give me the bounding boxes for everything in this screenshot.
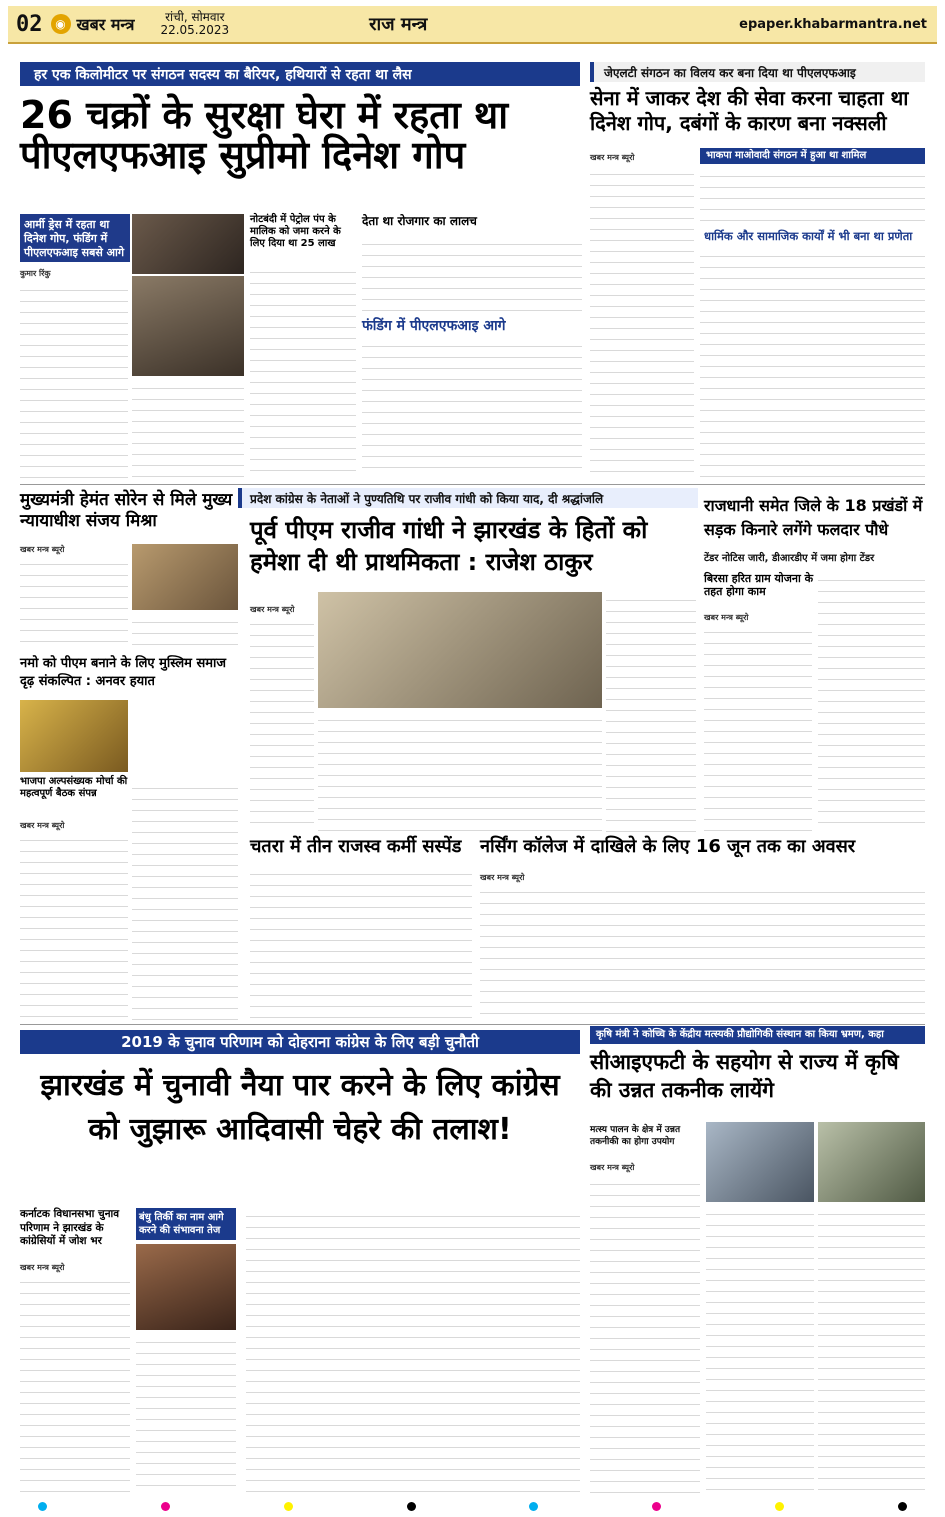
congress-strap: 2019 के चुनाव परिणाम को दोहराना कांग्रेस के लिए बड़ी चुनौती [20, 1030, 580, 1054]
sena-text-col-1 [590, 166, 694, 478]
cyan-dot [529, 1502, 538, 1511]
sena-byline: खबर मन्त्र ब्यूरो [590, 153, 635, 162]
page-number: 02 [16, 11, 43, 37]
notebandi-subhead: नोटबंदी में पेट्रोल पंप के मालिक को जमा करने के लिए दिया था 25 लाख [250, 214, 341, 249]
brand [51, 13, 135, 35]
magenta-dot [652, 1502, 661, 1511]
rajdhani-text-col-1 [704, 624, 812, 832]
dinesh-byline: कुमार रिंकु [20, 269, 51, 278]
ciaft-photo-1 [706, 1122, 814, 1202]
print-color-bar [8, 1500, 937, 1512]
rajiv-byline: खबर मन्त्र ब्यूरो [250, 605, 295, 614]
dateline [160, 11, 229, 37]
ciaft-headline[interactable]: सीआइएफटी के सहयोग से राज्य में कृषि की उन्नत तकनीक लायेंगे [590, 1050, 899, 1103]
dinesh-text-col-2 [132, 380, 244, 478]
ciaft-text-col-1 [590, 1176, 700, 1494]
nursing-text [480, 884, 925, 1022]
tirki-box: बंधु तिर्की का नाम आगे करने की संभावना तेज [136, 1208, 236, 1240]
dinesh-photo-2 [132, 276, 244, 376]
magenta-dot [161, 1502, 170, 1511]
congress-byline: खबर मन्त्र ब्यूरो [20, 1263, 65, 1272]
dinesh-strap: हर एक किलोमीटर पर संगठन सदस्य का बैरियर, हथियारों से रहता था लैस [20, 62, 580, 86]
chatra-text [250, 866, 472, 1022]
namo-text-col-1 [20, 832, 128, 1022]
chatra-headline[interactable]: चतरा में तीन राजस्व कर्मी सस्पेंड [250, 836, 462, 857]
black-dot [898, 1502, 907, 1511]
city-day: रांची, सोमवार [165, 10, 225, 24]
epaper-link[interactable]: epaper.khabarmantra.net [739, 16, 927, 32]
sena-headline[interactable]: सेना में जाकर देश की सेवा करना चाहता था दिनेश गोप, दबंगों के कारण बना नक्सली [590, 86, 909, 135]
rajiv-text-col-2 [318, 712, 602, 832]
dharmik-subhead: धार्मिक और सामाजिक कार्यों में भी बना था प्रणेता [704, 229, 913, 243]
rajdhani-subhead: बिरसा हरित ग्राम योजना के तहत होगा काम [704, 572, 814, 599]
dinesh-headline[interactable]: 26 चक्रों के सुरक्षा घेरा में रहता था पीएलएफआइ सुप्रीमो दिनेश गोप [20, 93, 509, 177]
rajiv-headline[interactable]: पूर्व पीएम राजीव गांधी ने झारखंड के हितों को हमेशा दी थी प्राथमिकता : राजेश ठाकुर [250, 516, 648, 577]
nursing-headline[interactable]: नर्सिंग कॉलेज में दाखिले के लिए 16 जून तक का अवसर [480, 836, 856, 857]
cyan-dot [38, 1502, 47, 1511]
rajdhani-tag: टेंडर नोटिस जारी, डीआरडीए में जमा होगा टेंडर [704, 553, 875, 564]
rajdhani-byline: खबर मन्त्र ब्यूरो [704, 613, 749, 622]
congress-text-col-2 [136, 1334, 236, 1494]
ciaft-byline: खबर मन्त्र ब्यूरो [590, 1163, 635, 1172]
dinesh-text-col-3 [250, 264, 356, 478]
rajdhani-headline[interactable]: राजधानी समेत जिले के 18 प्रखंडों में सड़क किनारे लगेंगे फलदार पौधे [704, 496, 923, 539]
cm-byline: खबर मन्त्र ब्यूरो [20, 545, 65, 554]
dinesh-text-col-5 [362, 338, 582, 478]
dinesh-photo-1 [132, 214, 244, 274]
cm-text-col-1 [20, 556, 128, 648]
nursing-byline: खबर मन्त्र ब्यूरो [480, 873, 525, 882]
cm-headline[interactable]: मुख्यमंत्री हेमंत सोरेन से मिले मुख्य न्यायाधीश संजय मिश्रा [20, 490, 233, 532]
cm-text-col-2 [132, 614, 238, 648]
karnataka-subhead: कर्नाटक विधानसभा चुनाव परिणाम ने झारखंड के कांग्रेसियों में जोश भर [20, 1208, 120, 1248]
yellow-dot [284, 1502, 293, 1511]
rojgar-subhead: देता था रोजगार का लालच [362, 214, 477, 228]
rajdhani-text-col-2 [818, 572, 925, 832]
congress-text-col-1 [20, 1274, 130, 1494]
ciaft-text-col-2 [706, 1206, 814, 1494]
tirki-photo [136, 1244, 236, 1330]
rule-1 [20, 484, 925, 485]
funding-subhead: फंडिंग में पीएलएफआइ आगे [362, 318, 506, 334]
rajiv-photo [318, 592, 602, 708]
namo-byline: खबर मन्त्र ब्यूरो [20, 821, 65, 830]
section-name: राज मन्त्र [369, 14, 428, 35]
rajiv-text-col-1 [250, 616, 314, 832]
brand-name: खबर मन्त्र [76, 15, 135, 34]
ciaft-text-col-3 [818, 1206, 925, 1494]
namo-headline[interactable]: नमो को पीएम बनाने के लिए मुस्लिम समाज दृढ़ संकल्पित : अनवर हयात [20, 656, 227, 690]
dinesh-photo-caption: आर्मी ड्रेस में रहता था दिनेश गोप, फंडिंग में पीएलएफआइ सबसे आगे [20, 214, 130, 262]
cm-photo [132, 544, 238, 610]
ciaft-photo-2 [818, 1122, 925, 1202]
ciaft-strap: कृषि मंत्री ने कोच्चि के केंद्रीय मत्स्यकी प्रौद्योगिकी संस्थान का किया भ्रमण, कहा [590, 1026, 925, 1044]
black-dot [407, 1502, 416, 1511]
sena-text-col-3 [700, 248, 925, 478]
sena-text-col-2 [700, 168, 925, 226]
brand-logo-icon: ◉ [51, 14, 71, 34]
rule-2 [20, 1024, 925, 1025]
ciaft-subhead: मत्स्य पालन के क्षेत्र में उन्नत तकनीकी का होगा उपयोग [590, 1125, 681, 1147]
dinesh-text-col-1 [20, 282, 128, 478]
congress-text-col-3 [246, 1208, 580, 1494]
sena-strap: जेएलटी संगठन का विलय कर बना दिया था पीएलएफआइ [590, 62, 925, 82]
rajiv-text-col-3 [606, 592, 696, 832]
masthead [8, 6, 937, 44]
namo-photo-caption: भाजपा अल्पसंख्यक मोर्चा की महत्वपूर्ण बैठक संपन्न [20, 776, 128, 799]
dinesh-text-col-4 [362, 236, 582, 312]
namo-photo [20, 700, 128, 772]
namo-text-col-2 [132, 780, 238, 1022]
issue-date: 22.05.2023 [160, 23, 230, 37]
rajiv-strap: प्रदेश कांग्रेस के नेताओं ने पुण्यतिथि पर राजीव गांधी को किया याद, दी श्रद्धांजलि [238, 488, 698, 508]
yellow-dot [775, 1502, 784, 1511]
congress-headline[interactable]: झारखंड में चुनावी नैया पार करने के लिए कांग्रेस को जुझारू आदिवासी चेहरे की तलाश! [40, 1068, 560, 1147]
maoist-subhead: भाकपा माओवादी संगठन में हुआ था शामिल [700, 148, 925, 164]
